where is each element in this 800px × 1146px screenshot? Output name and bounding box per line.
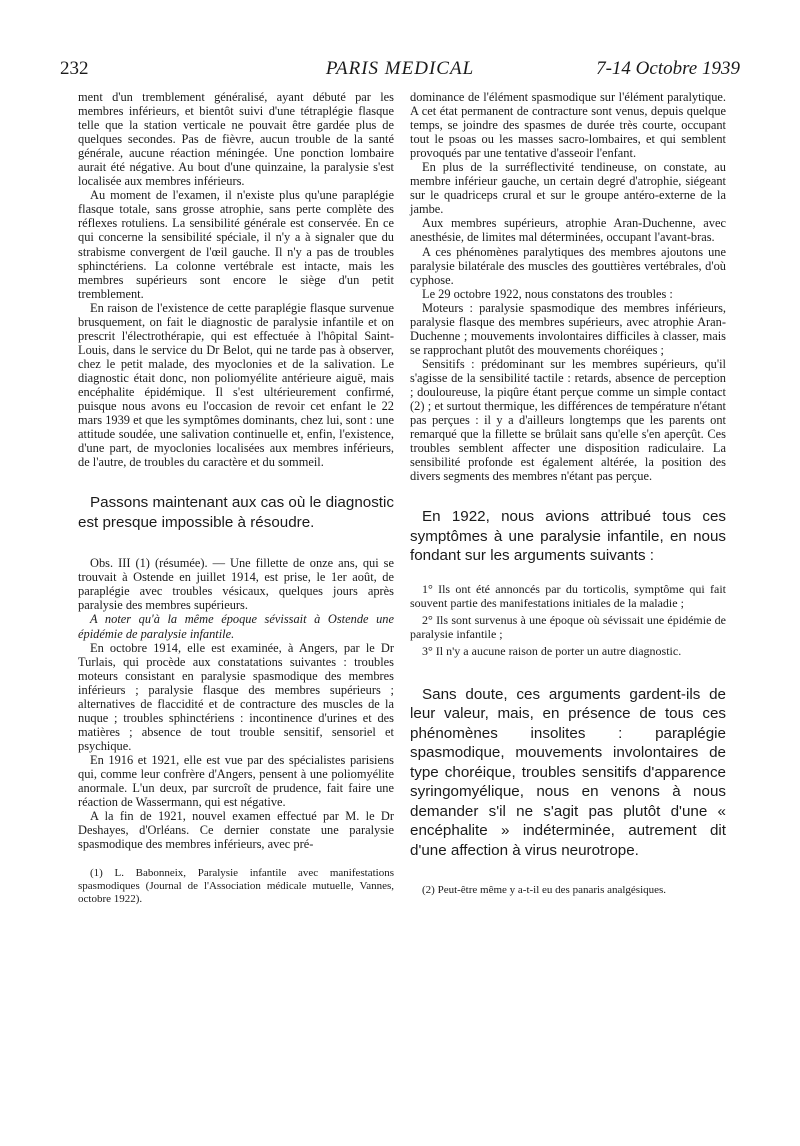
- list-item: 2° Ils sont survenus à une époque où sévissait une épidémie de paralysie infantile ;: [410, 612, 726, 641]
- observation-paragraph: Obs. III (1) (résumée). — Une fillette de onze ans, qui se trouvait à Ostende en juillet 1914, est prise, le 1er août, de paraplégie avec troubles vésicaux, quelques jours après paralysie des membres supérieurs.: [78, 556, 394, 613]
- footnote: (2) Peut-être même y a-t-il eu des panaris analgésiques.: [422, 884, 667, 897]
- section-statement: En 1922, nous avions attribué tous ces symptômes à une paralysie infantile, en nous fondant sur les arguments suivants :: [410, 508, 726, 565]
- paragraph: ment d'un tremblement généralisé, ayant débuté par les membres inférieurs, et bientôt suivi d'une tétraplégie flasque telle que la station verticale ne pouvait être gardée plus de quelques secondes. Pas de fièvre, aucun trouble de la santé générale, aucune réaction méningée. Une ponction lombaire aurait été négative. Au bout d'une quinzaine, la paralysie s'est localisée aux membres inférieurs.: [78, 90, 394, 189]
- paragraph: En octobre 1914, elle est examinée, à Angers, par le Dr Turlais, qui procède aux constatations suivantes : troubles moteurs consistant en paralysie spasmodique des membres inférieurs ; paralysie flasque des membres supérieurs ; alternatives de flaccidité et de contracture des muscles de la nuque ; troubles sphinctériens : incontinence d'urines et des matières ; absence de tout trouble sensitif, sensoriel et psychique.: [78, 640, 394, 753]
- list-item: 3° Il n'y a aucune raison de porter un autre diagnostic.: [422, 643, 682, 658]
- issue-date: 7-14 Octobre 1939: [596, 58, 740, 79]
- footnote: (1) L. Babonneix, Paralysie infantile avec manifestations spasmodiques (Journal de l'Association médicale mutuelle, Vannes, octobre 1922).: [78, 867, 394, 906]
- left-column: [78, 90, 394, 906]
- section-statement: Sans doute, ces arguments gardent-ils de leur valeur, mais, en présence de tous ces phénomènes insolites : paraplégie spasmodique, mouvements involontaires de type choréique, troubles sensitifs d'apparence syringomyélique, nous en venons à nous demander s'il ne s'agit pas plutôt d'une « encéphalite » indéterminée, autrement dit d'une affection à virus neurotrope.: [410, 685, 726, 859]
- paragraph: Le 29 octobre 1922, nous constatons des troubles :: [422, 286, 673, 301]
- paragraph: En 1916 et 1921, elle est vue par des spécialistes parisiens qui, comme leur confrère d'Angers, pensent à une poliomyélite anormale. L'un deux, par surcroît de prudence, fait faire une réaction de Wassermann, qui est négative.: [78, 752, 394, 810]
- list-item: 1° Ils ont été annoncés par du torticolis, symptôme qui fait souvent partie des manifestations initiales de la maladie ;: [410, 581, 726, 610]
- paragraph: Moteurs : paralysie spasmodique des membres inférieurs, paralysie flasque des membres supérieurs, avec atrophie Aran-Duchenne ; mouvements involontaires difficiles à classer, mais se rapprochant plutôt des mouvements choréiques ;: [410, 300, 726, 357]
- right-column: [410, 90, 726, 897]
- paragraph: En plus de la surréflectivité tendineuse, on constate, au membre inférieur gauche, un certain degré d'atrophie, siégeant sur le quadriceps crural et sur le groupe antéro-externe de la jambe.: [410, 160, 726, 217]
- section-statement: Passons maintenant aux cas où le diagnostic est presque impossible à résoudre.: [78, 494, 394, 531]
- paragraph: A ces phénomènes paralytiques des membres ajoutons une paralysie bilatérale des muscles des gouttières vertébrales, d'où cyphose.: [410, 244, 726, 287]
- paragraph: A la fin de 1921, nouvel examen effectué par M. le Dr Deshayes, d'Orléans. Ce dernier constate une paralysie spasmodique des membres inférieurs, avec pré-: [78, 809, 394, 852]
- paragraph: Aux membres supérieurs, atrophie Aran-Duchenne, avec anesthésie, de limites mal déterminées, occupant l'avant-bras.: [410, 216, 726, 245]
- running-header: [60, 58, 740, 88]
- page-number: 232: [60, 58, 89, 79]
- paragraph: Sensitifs : prédominant sur les membres supérieurs, qu'il s'agisse de la sensibilité tactile : retards, absence de perception ; douloureuse, la piqûre étant perçue comme un simple contact (2) ; et surtout thermique, les différences de température n'étant pas perçues : il y a d'ailleurs longtemps que les parents ont remarqué que la fillette se brûlait sans qu'elle s'en aperçût. Ces troubles semblent affecter une disposition radiculaire. La sensibilité profonde est également altérée, la position des divers segments des membres n'étant pas perçue.: [410, 356, 726, 484]
- paragraph: En raison de l'existence de cette paraplégie flasque survenue brusquement, on fait le diagnostic de paralysie infantile et on prescrit l'électrothérapie, qui est effectuée à l'hôpital Saint-Louis, dans le service du Dr Belot, qui ne tarde pas à observer, chez le petit malade, des myoclonies et de la salivation. Le diagnostic était donc, non poliomyélite antérieure aiguë, mais encéphalite épidémique. Il s'est ultérieurement confirmé, puisque nous avons eu l'occasion de revoir cet enfant le 22 mars 1939 et que les symptômes dominants, chez lui, sont : une attitude soudée, une salivation continuelle et, enfin, l'existence, d'une part, de myoclonies localisées aux membres inférieurs, de l'autre, de troubles du caractère et du sommeil.: [78, 300, 394, 470]
- paragraph: A noter qu'à la même époque sévissait à Ostende une épidémie de paralysie infantile.: [78, 612, 394, 641]
- paragraph: dominance de l'élément spasmodique sur l'élément paralytique. A cet état permanent de contracture sont venus, depuis quelque temps, se joindre des spasmes de durée très courte, occupant tout le psoas ou les masses sacro-lombaires, et qui semblent provoqués par une tentative d'asseoir l'enfant.: [410, 90, 726, 161]
- journal-title: PARIS MEDICAL: [325, 58, 475, 79]
- paragraph: Au moment de l'examen, il n'existe plus qu'une paraplégie flasque totale, sans grosse atrophie, sans perte complète des réflexes rotuliens. La sensibilité générale est conservée. En ce qui concerne la sensibilité spéciale, il n'y a à signaler que du strabisme convergent de l'œil gauche. Il n'y a pas de troubles sphinctériens. La colonne vertébrale est intacte, mais les membres supérieurs sont encore le siège d'un petit tremblement.: [78, 188, 394, 301]
